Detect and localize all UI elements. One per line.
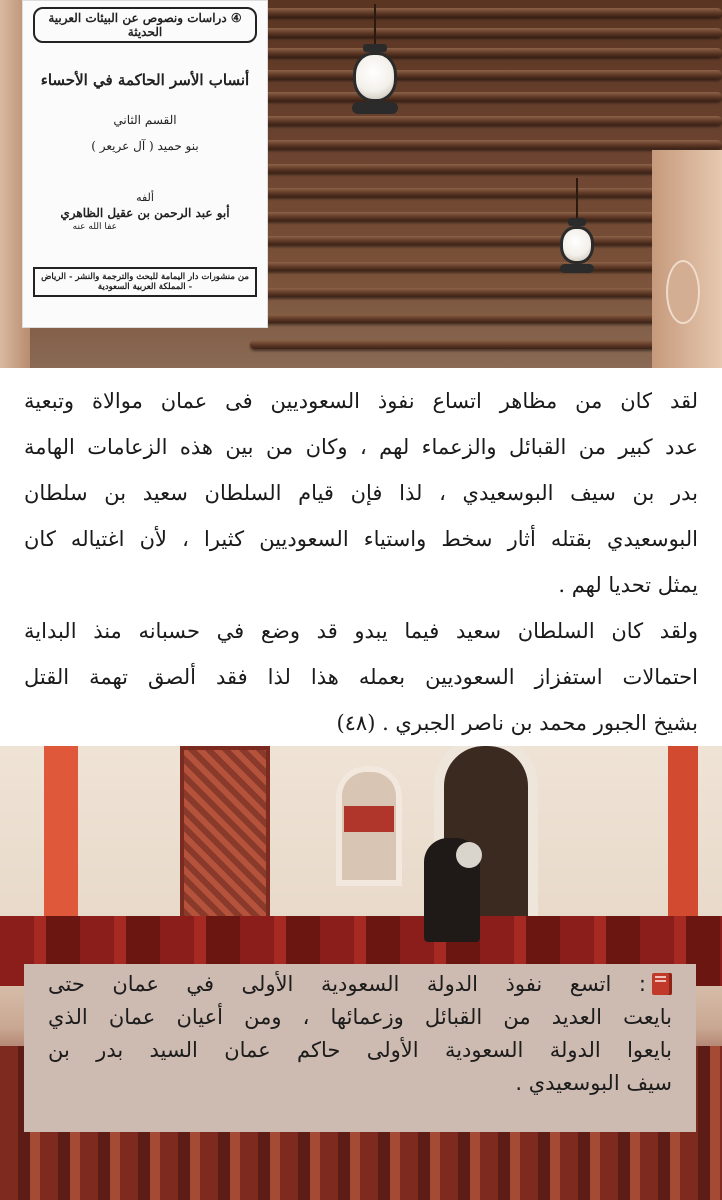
book-author: أبو عبد الرحمن بن عقيل الظاهري bbox=[60, 206, 230, 220]
publisher-box: من منشورات دار اليمامة للبحث والترجمة والنشر - الرياض - المملكة العربية السعودية bbox=[33, 267, 257, 297]
caption-line: : اتسع نفوذ الدولة السعودية الأولى في عمان حتى bbox=[48, 968, 672, 1001]
ceiling-beam bbox=[250, 70, 722, 79]
lantern-icon bbox=[560, 218, 594, 273]
text-line: ولقد كان السلطان سعيد فيما يبدو قد وضع في حسبانه منذ البداية bbox=[24, 619, 698, 643]
text-line: احتمالات استفزاز السعوديين بعمله هذا لذا فقد ألصق تهمة القتل bbox=[24, 665, 698, 689]
caption-line: سيف البوسعيدي . bbox=[515, 1071, 672, 1095]
ceiling-beam bbox=[250, 28, 722, 37]
ceiling-beam bbox=[250, 116, 722, 125]
scanned-text-block bbox=[0, 368, 722, 746]
book-section: القسم الثاني bbox=[113, 113, 177, 127]
wall-medallion bbox=[666, 260, 700, 324]
series-banner: ④ دراسات ونصوص عن البيئات العربية الحديثة bbox=[33, 7, 257, 43]
ceiling-beam bbox=[250, 8, 722, 17]
text-line: لقد كان من مظاهر اتساع نفوذ السعوديين فى عمان موالاة وتبعية bbox=[24, 389, 698, 413]
text-line: بشيخ الجبور محمد بن ناصر الجبري . (٤٨) bbox=[336, 711, 698, 735]
text-line: البوسعيدي بقتله أثار سخط واستياء السعوديين كثيرا ، لأن اغتياله كان bbox=[24, 527, 698, 551]
caption-line: بايعت العديد من القبائل وزعمائها ، ومن أعيان عمان الذي bbox=[48, 1005, 672, 1029]
book-icon bbox=[652, 973, 672, 995]
book-title: أنساب الأسر الحاكمة في الأحساء bbox=[40, 71, 250, 89]
text-line: عدد كبير من القبائل والزعماء لهم ، وكان من بين هذه الزعامات الهامة bbox=[24, 435, 698, 459]
author-note: عفا الله عنه bbox=[72, 222, 117, 232]
ceiling-beam bbox=[250, 140, 722, 149]
right-wall bbox=[652, 150, 722, 368]
niche-shelf bbox=[344, 806, 394, 832]
caption-line: بايعوا الدولة السعودية الأولى حاكم عمان السيد بدر بن bbox=[48, 1038, 672, 1062]
caption-box bbox=[24, 964, 696, 1132]
author-label: ألفه bbox=[136, 191, 154, 204]
text-line: يمثل تحديا لهم . bbox=[558, 573, 698, 597]
ceiling-beam bbox=[250, 48, 722, 57]
person-head bbox=[456, 842, 482, 868]
lantern-icon bbox=[352, 44, 398, 114]
text-line: بدر بن سيف البوسعيدي ، لذا فإن قيام السلطان سعيد بن سلطان bbox=[24, 481, 698, 505]
book-subtitle: بنو حميد ( آل عريعر ) bbox=[91, 139, 199, 153]
book-cover bbox=[22, 0, 268, 328]
ceiling-beam bbox=[250, 92, 722, 101]
